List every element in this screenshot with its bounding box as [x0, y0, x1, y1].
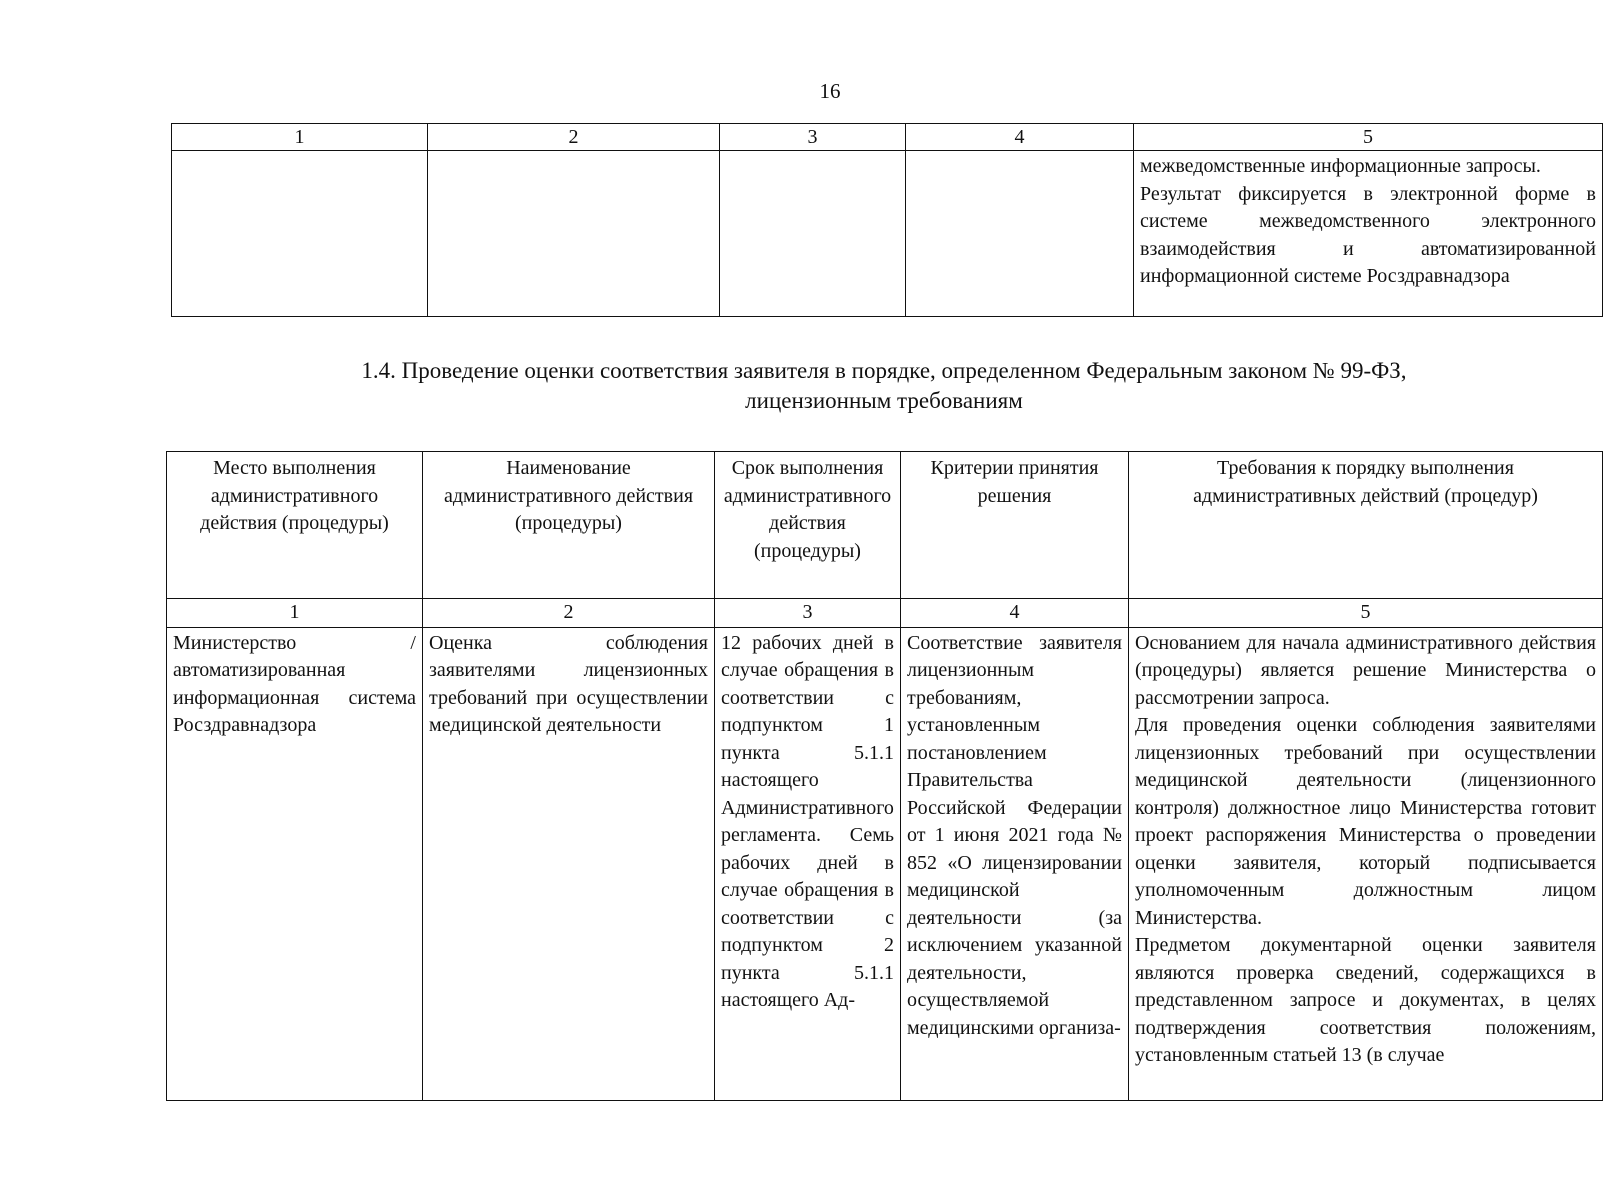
procedure-table — [166, 451, 1603, 1101]
requirements-paragraph: межведомственные информационные запросы. — [1140, 155, 1541, 177]
section-title — [166, 356, 1602, 416]
cell-place: Министерство / автоматизированная информационная система Росздравнадзора — [167, 627, 423, 1100]
header-cell-term: Срок выполнения административного действия (процедуры) — [715, 452, 901, 599]
continuation-table — [171, 123, 1603, 317]
column-number: 5 — [1134, 124, 1603, 151]
header-row — [167, 452, 1603, 599]
cell-place — [172, 151, 428, 317]
header-cell-action-name: Наименование административного действия (процедуры) — [423, 452, 715, 599]
cell-action-name — [428, 151, 720, 317]
cell-criteria: Соответствие заявителя лицензионным требованиям, установленным постановлением Правительства Российской Федерации от 1 июня 2021 года № 852 «О лицензировании медицинской деятельности (за исключением указанной деятельности, осуществляемой медицинскими организа- — [901, 627, 1129, 1100]
column-number-row — [172, 124, 1603, 151]
column-number: 3 — [715, 599, 901, 628]
page-number: 16 — [819, 79, 841, 103]
section-title-line: лицензионным требованиям — [745, 388, 1023, 413]
column-number: 2 — [423, 599, 715, 628]
requirements-paragraph: Основанием для начала административного действия (процедуры) является решение Министерства о рассмотрении запроса. — [1135, 631, 1596, 709]
table-row — [167, 627, 1603, 1100]
header-cell-place: Место выполнения административного действия (процедуры) — [167, 452, 423, 599]
requirements-paragraph: Для проведения оценки соблюдения заявителями лицензионных требований при осуществлении медицинской деятельности (лицензионного контроля) должностное лицо Министерства готовит проект распоряжения Министерства о проведении оценки заявителя, который подписывается уполномоченным должностным лицом Министерства. — [1135, 714, 1596, 929]
column-number: 5 — [1129, 599, 1603, 628]
column-number: 2 — [428, 124, 720, 151]
column-number: 1 — [172, 124, 428, 151]
column-number: 4 — [906, 124, 1134, 151]
column-number: 3 — [720, 124, 906, 151]
column-number-row — [167, 599, 1603, 628]
header-cell-criteria: Критерии принятия решения — [901, 452, 1129, 599]
cell-criteria — [906, 151, 1134, 317]
cell-requirements — [1134, 151, 1603, 317]
header-cell-requirements: Требования к порядку выполнения административных действий (процедур) — [1129, 452, 1603, 599]
requirements-paragraph: Результат фиксируется в электронной форме в системе межведомственного электронного взаимодействия и автоматизированной информационной системе Росздравнадзора — [1140, 182, 1596, 287]
column-number: 1 — [167, 599, 423, 628]
cell-action-name: Оценка соблюдения заявителями лицензионных требований при осуществлении медицинской деятельности — [423, 627, 715, 1100]
cell-requirements — [1129, 627, 1603, 1100]
column-number: 4 — [901, 599, 1129, 628]
cell-term: 12 рабочих дней в случае обращения в соответствии с подпунктом 1 пункта 5.1.1 настоящего Административного регламента. Семь рабочих дней в случае обращения в соответствии с подпунктом 2 пункта 5.1.1 настоящего Ад- — [715, 627, 901, 1100]
section-title-line: 1.4. Проведение оценки соответствия заявителя в порядке, определенном Федеральным законом № 99-ФЗ, — [361, 358, 1407, 383]
cell-term — [720, 151, 906, 317]
table-row — [172, 151, 1603, 317]
requirements-paragraph: Предметом документарной оценки заявителя являются проверка сведений, содержащихся в представленном запросе и документах, в целях подтверждения соответствия положениям, установленным статьей 13 (в случае — [1135, 934, 1596, 1066]
